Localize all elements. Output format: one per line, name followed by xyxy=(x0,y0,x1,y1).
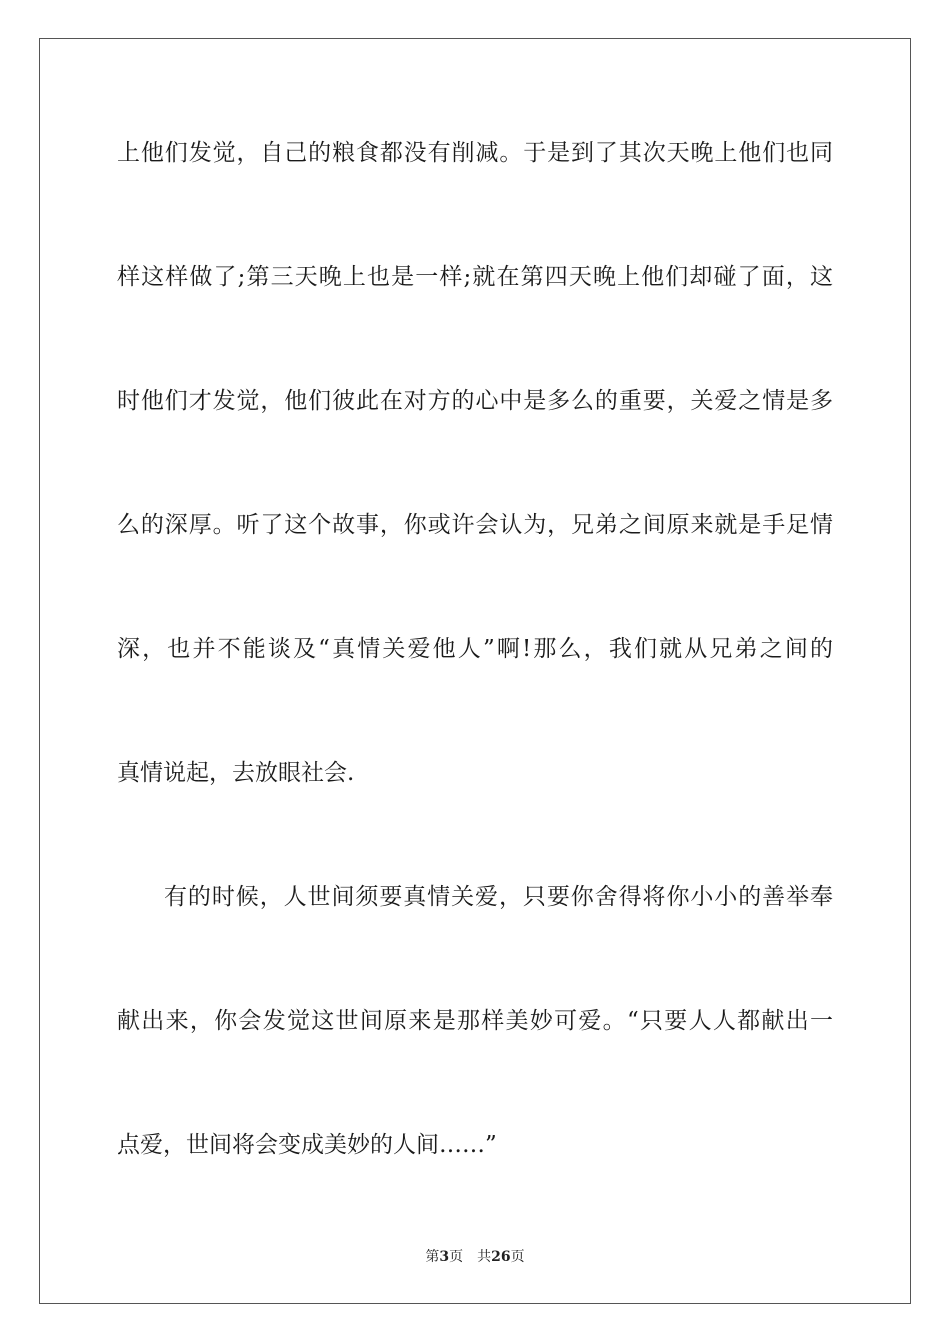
page-number: 3 xyxy=(439,1249,450,1265)
total-pages: 26 xyxy=(491,1249,511,1265)
paragraph-line-1: 上他们发觉，自己的粮食都没有削减。于是到了其次天晚上他们也同 xyxy=(117,140,833,166)
page-footer xyxy=(0,1248,950,1266)
page-border xyxy=(39,38,911,1304)
paragraph-line-5: 深，也并不能谈及“真情关爱他人”啊!那么，我们就从兄弟之间的 xyxy=(117,636,833,662)
paragraph-line-3: 时他们才发觉，他们彼此在对方的心中是多么的重要，关爱之情是多 xyxy=(117,388,833,414)
paragraph-line-6: 真情说起，去放眼社会. xyxy=(117,760,355,786)
total-prefix: 共 xyxy=(477,1249,492,1265)
paragraph-line-9: 点爱，世间将会变成美妙的人间……” xyxy=(117,1132,497,1158)
paragraph-line-7: 有的时候，人世间须要真情关爱，只要你舍得将你小小的善举奉 xyxy=(164,884,833,910)
total-suffix: 页 xyxy=(510,1249,525,1265)
page-prefix: 第 xyxy=(425,1249,440,1265)
paragraph-line-2: 样这样做了;第三天晚上也是一样;就在第四天晚上他们却碰了面，这 xyxy=(117,264,833,290)
page-suffix: 页 xyxy=(449,1249,464,1265)
paragraph-line-8: 献出来，你会发觉这世间原来是那样美妙可爱。“只要人人都献出一 xyxy=(117,1008,833,1034)
paragraph-line-4: 么的深厚。听了这个故事，你或许会认为，兄弟之间原来就是手足情 xyxy=(117,512,833,538)
